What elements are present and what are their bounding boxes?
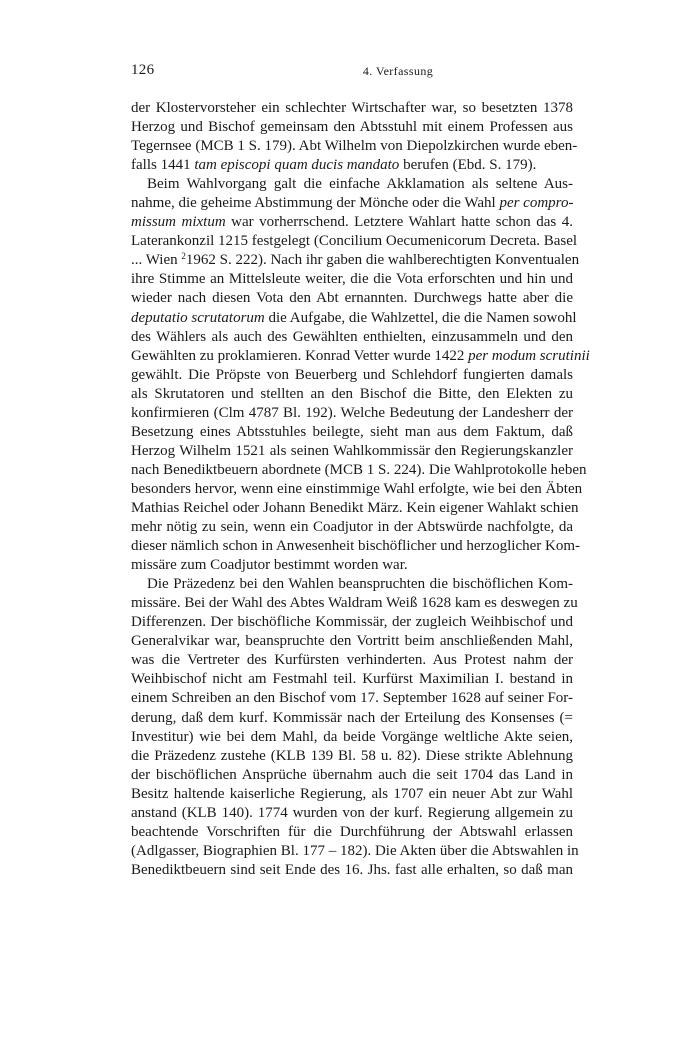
text-line (131, 861, 573, 880)
text-line (131, 251, 580, 270)
text-line (131, 156, 573, 175)
superscript: 2 (181, 251, 186, 262)
text-run: berufen (Ebd. S. 179). (399, 157, 537, 174)
text-run: Gewählten zu proklamieren. Konrad Vetter wurde 1422 (131, 347, 469, 364)
italic-term: deputatio scrutatorum (131, 309, 265, 326)
text-line (131, 670, 573, 689)
text-line (131, 594, 578, 613)
text-line (131, 632, 573, 651)
text-run: die Aufgabe, die Wahlzettel, die die Namen sowohl (264, 309, 577, 326)
text-line (131, 689, 573, 708)
text-run: der bischöflichen Ansprüche übernahm auch die seit 1704 das Land in (131, 766, 573, 783)
text-run: Generalvikar war, beanspruchte den Vortritt beim anschließenden Mahl, (131, 633, 573, 650)
text-line (131, 366, 573, 385)
text-line (131, 213, 573, 232)
running-head: 4. Verfassung (362, 64, 434, 78)
text-line (131, 423, 573, 442)
text-run: mehr nötig zu sein, wenn ein Coadjutor in der Abtswürde nachfolgte, da (131, 519, 573, 536)
text-line (131, 442, 573, 461)
text-run: was die Vertreter des Kurfürsten verhinderten. Aus Protest nahm der (131, 652, 573, 669)
text-run: Die Präzedenz bei den Wahlen beanspruchten die bischöflichen Kom- (147, 576, 573, 593)
text-line (131, 804, 573, 823)
text-line (131, 347, 590, 366)
text-run: Tegernsee (MCB 1 S. 179). Abt Wilhelm von Diepolzkirchen wurde eben- (131, 138, 578, 155)
text-line (131, 270, 573, 289)
text-run: (Adlgasser, Biographien Bl. 177 – 182). Die Akten über die Abtswahlen in (131, 842, 579, 859)
text-run: Benediktbeuern sind seit Ende des 16. Jhs. fast alle erhalten, so daß man (131, 861, 573, 878)
page-number: 126 (131, 62, 155, 78)
text-run: dieser nämlich schon in Anwesenheit bischöflicher und herzoglicher Kom- (131, 538, 581, 555)
text-run: Differenzen. Der bischöfliche Kommissär, der zugleich Weihbischof und (131, 614, 573, 631)
text-run: war vorherrschend. Letztere Wahlart hatte schon das 4. (225, 214, 573, 231)
text-line (131, 232, 578, 251)
text-run: des Wählers als auch des Gewählten enthielten, einzusammeln und den (131, 328, 573, 345)
text-run: wieder nach diesen Vota den Abt ernannten. Durchwegs hatte aber die (131, 290, 573, 307)
text-line (131, 613, 573, 632)
body-text (131, 99, 590, 880)
text-line (131, 385, 573, 404)
text-run: nahme, die geheime Abstimmung der Mönche oder die Wahl (131, 195, 500, 212)
text-run: 1962 S. 222). Nach ihr gaben die wahlberechtigten Konventualen (185, 252, 580, 269)
text-run: missäre. Bei der Wahl des Abtes Waldram Weiß 1628 kam es deswegen zu (131, 595, 578, 612)
paragraph-3 (131, 575, 579, 880)
text-run: Mathias Reichel oder Johann Benedikt März. Kein eigener Wahlakt schien (131, 499, 579, 516)
text-line (131, 785, 573, 804)
text-line (131, 766, 573, 785)
text-run: die Präzedenz zustehe (KLB 139 Bl. 58 u. 82). Diese strikte Ablehnung (131, 747, 573, 764)
text-run: ihre Stimme an Mittelsleute weiter, die die Vota erforschten und hin und (131, 271, 573, 288)
text-line (131, 309, 577, 328)
text-run: Herzog Wilhelm 1521 als seinen Wahlkommissär den Regierungskanzler (131, 442, 573, 459)
text-line (131, 823, 573, 842)
text-line (131, 328, 573, 347)
text-line (131, 118, 573, 137)
text-line (131, 842, 579, 861)
paragraph-1 (131, 99, 578, 175)
text-line (131, 480, 583, 499)
text-run: ... Wien (131, 252, 182, 269)
text-line (131, 137, 578, 156)
text-run: einem Schreiben an den Bischof vom 17. September 1628 auf seiner For- (131, 690, 573, 707)
text-line (131, 651, 573, 670)
text-run: anstand (KLB 140). 1774 wurden von der kurf. Regierung allgemein zu (131, 804, 573, 821)
text-line (131, 499, 579, 518)
text-run: der Klostervorsteher ein schlechter Wirtschafter war, so besetzten 1378 (131, 100, 573, 116)
text-line (131, 709, 573, 728)
text-run: besonders hervor, wenn eine einstimmige Wahl erfolgte, wie bei den Äbten (131, 480, 583, 497)
text-run: Beim Wahlvorgang galt die einfache Akklamation als seltene Aus- (147, 176, 573, 193)
text-line (131, 537, 581, 556)
text-run: derung, daß dem kurf. Kommissär nach der Erteilung des Konsenses (= (131, 709, 573, 726)
text-run: Herzog und Bischof gemeinsam den Abtsstuhl mit einem Professen aus (131, 119, 573, 136)
text-run: Weihbischof nicht am Festmahl teil. Kurfürst Maximilian I. bestand in (131, 671, 573, 688)
text-line (131, 728, 573, 747)
text-run: beachtende Vorschriften für die Durchführung der Abtswahl erlassen (131, 823, 573, 840)
text-line (131, 556, 573, 575)
text-line (131, 575, 573, 594)
text-run: falls 1441 (131, 157, 195, 174)
text-run: als Skrutatoren und stellten an den Bischof die Bitte, den Elekten zu (131, 385, 573, 402)
text-run: Laterankonzil 1215 festgelegt (Concilium Oecumenicorum Decreta. Basel (131, 233, 578, 250)
text-line (131, 461, 587, 480)
text-run: konfirmieren (Clm 4787 Bl. 192). Welche Bedeutung der Landesherr der (131, 404, 573, 421)
italic-term: tam episcopi quam ducis mandato (194, 157, 400, 174)
text-line (131, 175, 573, 194)
text-line (131, 99, 573, 118)
text-run: missäre zum Coadjutor bestimmt worden war. (131, 557, 408, 574)
text-line (131, 289, 573, 308)
italic-term: per modum scrutinii (468, 347, 590, 364)
paragraph-2 (131, 175, 590, 575)
text-run: Besitz haltende kaiserliche Regierung, als 1707 ein neuer Abt zur Wahl (131, 785, 573, 802)
text-run: Besetzung eines Abtsstuhles beilegte, sieht man aus dem Faktum, daß (131, 423, 573, 440)
text-run: gewählt. Die Pröpste von Beuerberg und Schlehdorf fungierten damals (131, 366, 573, 383)
italic-term: missum mixtum (131, 214, 226, 231)
text-run: nach Benediktbeuern abordnete (MCB 1 S. 224). Die Wahlprotokolle heben (131, 461, 587, 478)
text-line (131, 194, 573, 213)
text-line (131, 518, 573, 537)
italic-term: per compro- (499, 195, 574, 212)
text-line (131, 747, 573, 766)
text-line (131, 404, 573, 423)
text-run: Investitur) wie bei dem Mahl, da beide Vorgänge weltliche Akte seien, (131, 728, 573, 745)
